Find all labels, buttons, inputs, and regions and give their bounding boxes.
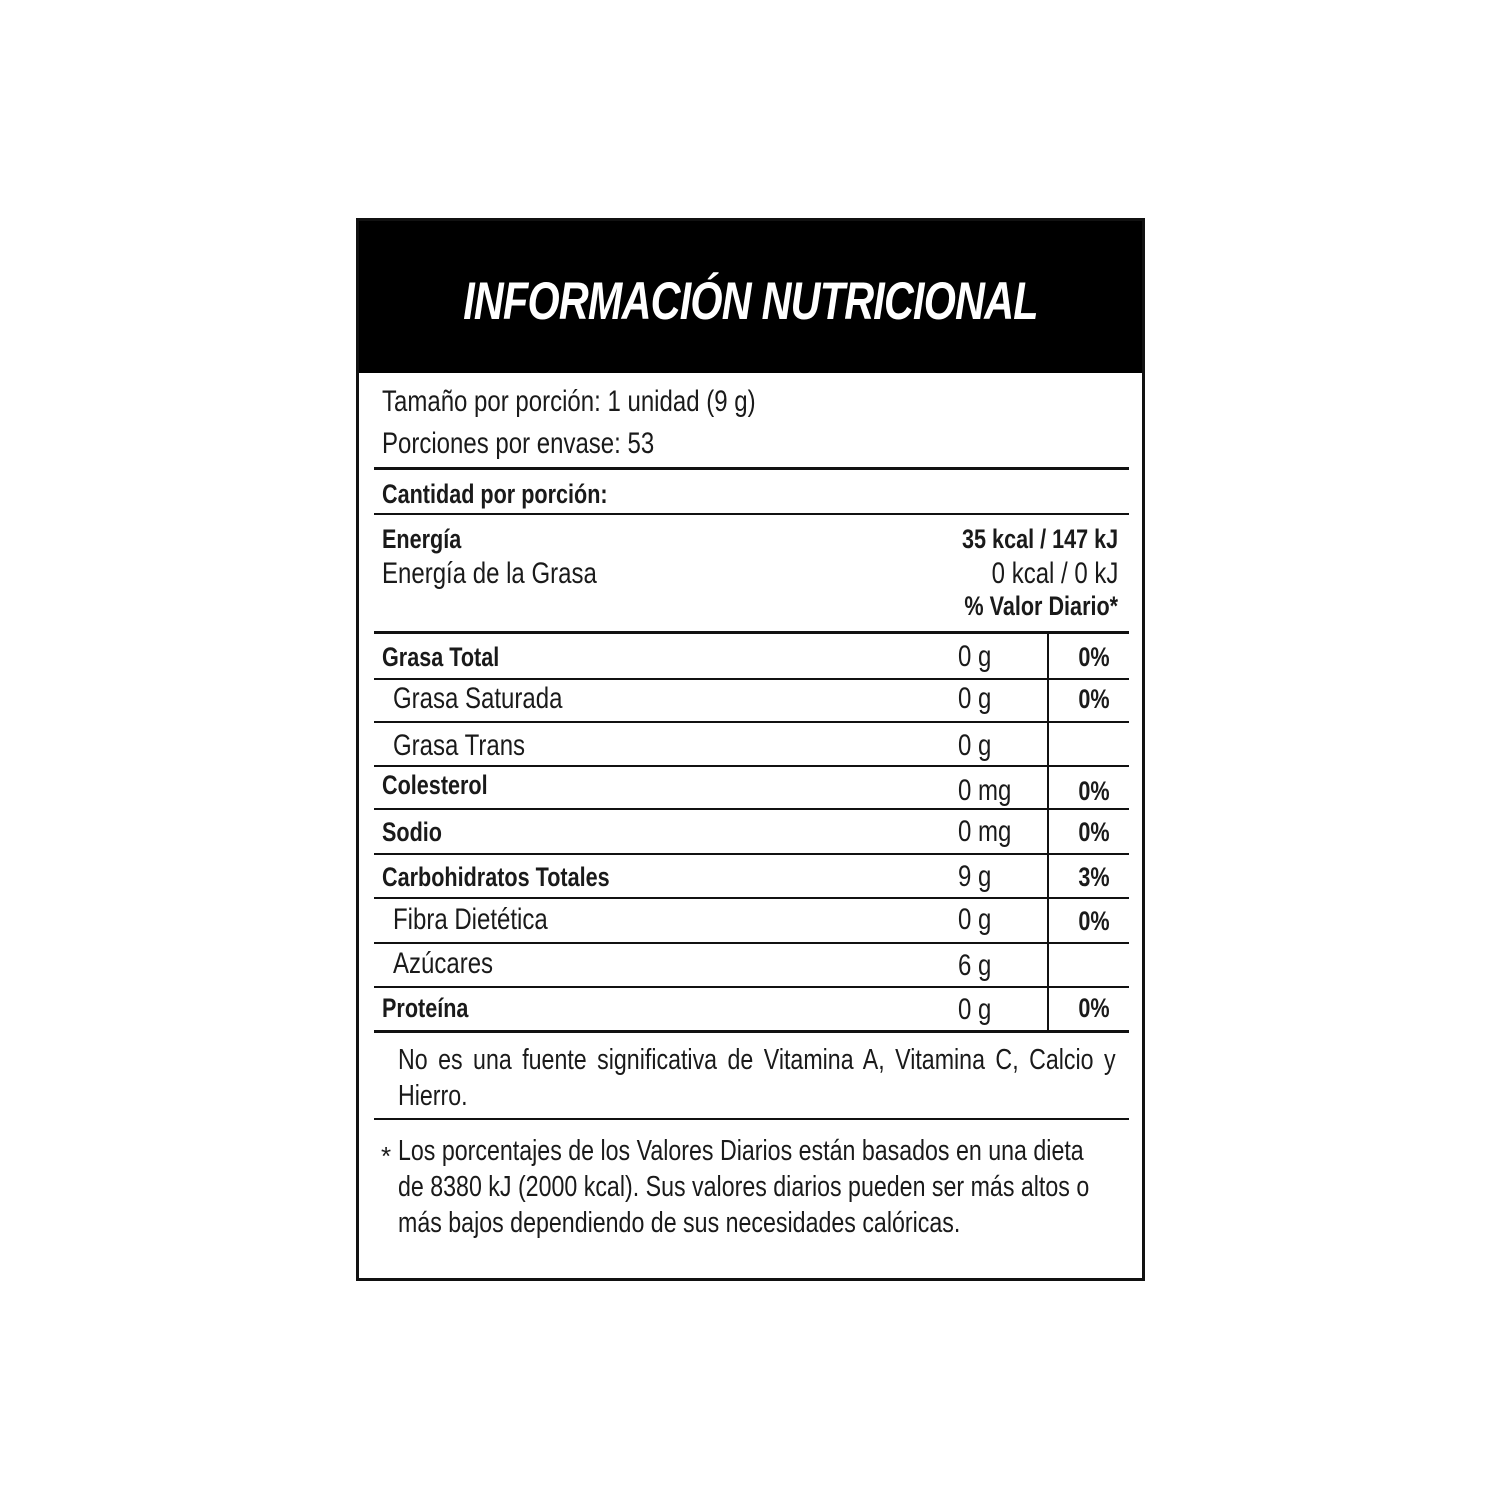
nutrient-name-protein: Proteína: [382, 993, 469, 1023]
nutrient-amount-dietary-fiber: 0 g: [958, 903, 992, 936]
nutrient-amount-saturated-fat: 0 g: [958, 682, 992, 715]
nutrient-amount-protein: 0 g: [958, 993, 992, 1026]
nutrient-name-total-fat: Grasa Total: [382, 642, 500, 672]
nutrient-name-saturated-fat: Grasa Saturada: [393, 682, 563, 715]
row-divider: [374, 986, 1129, 988]
nutrient-amount-sodium: 0 mg: [958, 815, 1012, 848]
row-divider: [374, 765, 1129, 767]
nutrient-dv-saturated-fat: 0%: [1078, 684, 1110, 714]
dv-column-divider: [1047, 634, 1049, 1032]
divider-thick: [374, 467, 1129, 470]
footnote: Los porcentajes de los Valores Diarios están basados en una dieta de 8380 kJ (2000 kcal). Sus valores diarios pueden ser más altos o más bajos dependiendo de sus necesidades calóricas.: [398, 1135, 1090, 1239]
energy-label: Energía: [382, 524, 462, 554]
nutrient-amount-trans-fat: 0 g: [958, 729, 992, 762]
nutrient-amount-total-carbs: 9 g: [958, 860, 992, 893]
divider: [374, 513, 1129, 515]
row-divider: [374, 853, 1129, 855]
nutrient-amount-total-fat: 0 g: [958, 640, 992, 673]
row-divider: [374, 808, 1129, 810]
daily-value-header: % Valor Diario*: [964, 591, 1118, 621]
nutrient-dv-total-fat: 0%: [1078, 642, 1110, 672]
servings-per-container: Porciones por envase: 53: [382, 427, 655, 460]
nutrient-dv-protein: 0%: [1078, 993, 1110, 1023]
row-divider: [374, 678, 1129, 680]
divider-thick: [374, 631, 1129, 634]
nutrient-dv-total-carbs: 3%: [1078, 862, 1110, 892]
nutrient-amount-cholesterol: 0 mg: [958, 774, 1012, 807]
row-divider: [374, 897, 1129, 899]
amount-per-serving-label: Cantidad por porción:: [382, 479, 608, 509]
divider-thick: [374, 1030, 1129, 1033]
nutrient-name-trans-fat: Grasa Trans: [393, 729, 526, 762]
nutrition-label: [356, 218, 1145, 1281]
energy-fat-value: 0 kcal / 0 kJ: [991, 557, 1118, 590]
energy-fat-label: Energía de la Grasa: [382, 557, 597, 590]
nutrient-name-sugars: Azúcares: [393, 947, 494, 980]
nutrient-dv-dietary-fiber: 0%: [1078, 906, 1110, 936]
vitamin-note: No es una fuente significativa de Vitamina A, Vitamina C, Calcio y Hierro.: [398, 1044, 1116, 1112]
footnote-asterisk: *: [381, 1141, 392, 1171]
serving-size: Tamaño por porción: 1 unidad (9 g): [382, 385, 756, 418]
label-title: INFORMACIÓN NUTRICIONAL: [463, 272, 1038, 331]
nutrient-dv-cholesterol: 0%: [1078, 776, 1110, 806]
energy-value: 35 kcal / 147 kJ: [961, 524, 1118, 554]
nutrient-amount-sugars: 6 g: [958, 949, 992, 982]
divider: [374, 1118, 1129, 1120]
nutrient-name-total-carbs: Carbohidratos Totales: [382, 862, 610, 892]
nutrient-name-sodium: Sodio: [382, 817, 442, 847]
nutrient-name-dietary-fiber: Fibra Dietética: [393, 903, 548, 936]
nutrient-dv-sodium: 0%: [1078, 817, 1110, 847]
row-divider: [374, 721, 1129, 723]
nutrient-name-cholesterol: Colesterol: [382, 770, 488, 800]
row-divider: [374, 942, 1129, 944]
label-header: [359, 221, 1142, 373]
